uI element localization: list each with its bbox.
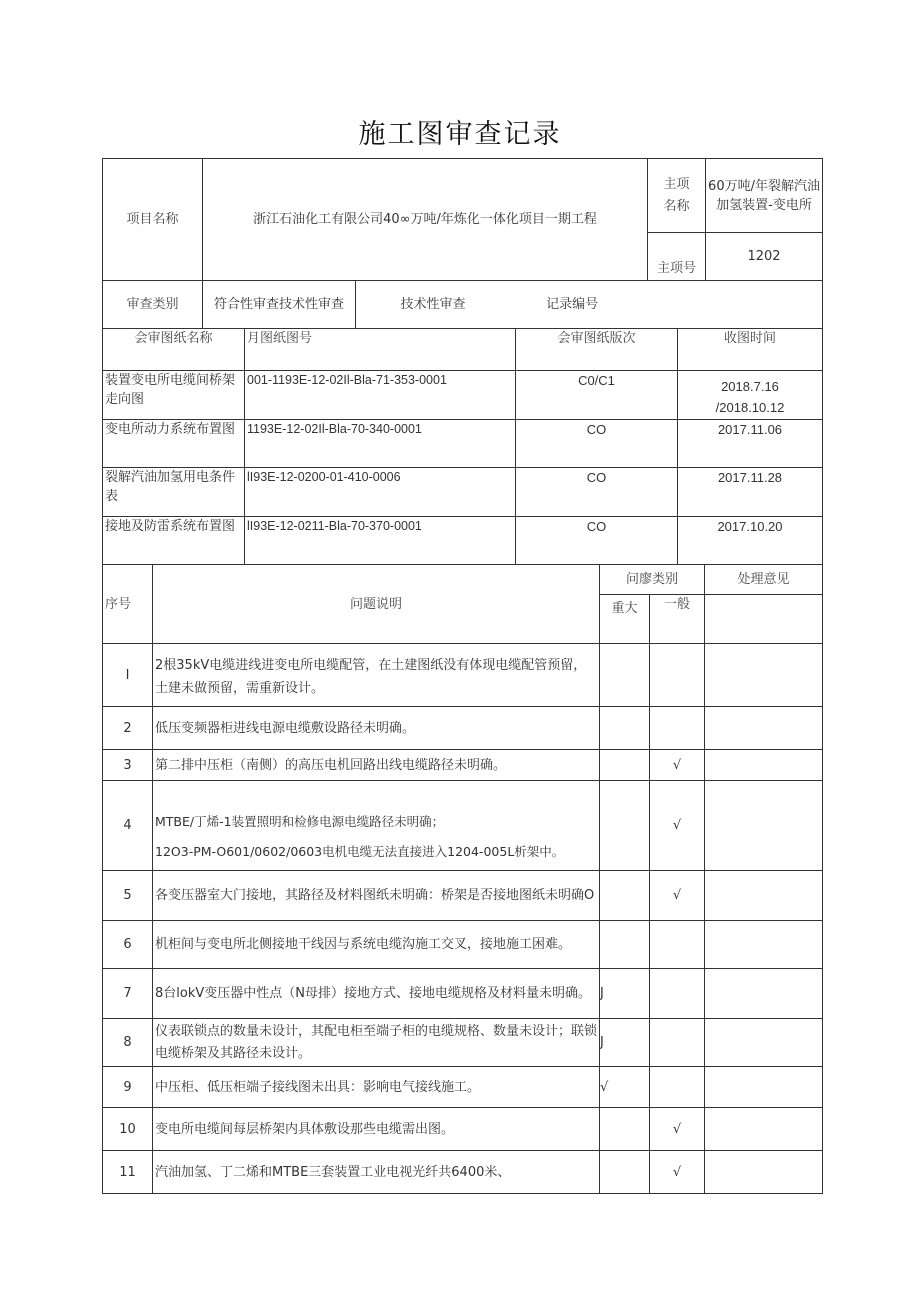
main-item-no-label: 主项号	[648, 233, 706, 281]
record-no-label: 记录编号	[546, 297, 599, 312]
issue-seq: 3	[103, 750, 153, 781]
issue-general	[650, 1019, 705, 1067]
review-type-value-2: 技术性审查	[400, 297, 466, 312]
drawings-header-name: 会审图纸名称	[103, 329, 245, 371]
page-title: 施工图审查记录	[358, 119, 562, 150]
issue-seq: 4	[103, 781, 153, 871]
issue-general: √	[650, 871, 705, 921]
issue-seq: 9	[103, 1067, 153, 1108]
issue-desc: 机柜间与变电所北侧接地干线因与系统电缆沟施工交叉，接地施工困难。	[153, 921, 600, 969]
issue-major	[600, 707, 650, 750]
issue-major: J	[600, 969, 650, 1019]
issue-seq: 5	[103, 871, 153, 921]
table-row	[103, 1019, 823, 1067]
project-name-label: 项目名称	[103, 159, 203, 281]
issue-seq: 6	[103, 921, 153, 969]
issue-handling	[705, 1108, 823, 1151]
issue-desc: 低压变频器柜进线电源电缆敷设路径未明确。	[153, 707, 600, 750]
drawing-name: 装置变电所电缆间桥架走向图	[103, 371, 245, 420]
table-row	[103, 517, 823, 565]
issue-general	[650, 707, 705, 750]
drawing-name: 裂解汽油加氢用电条件表	[103, 468, 245, 517]
issue-desc: MTBE/丁烯-1装置照明和检修电源电缆路径未明确； 12O3-PM-O601/0602/0603电机电缆无法直接进入1204-005L析架中。	[153, 781, 600, 871]
drawing-number: lI93E-12-0200-01-410-0006	[245, 468, 516, 517]
table-row	[103, 750, 823, 781]
drawing-version: CO	[516, 420, 678, 468]
project-name-value: 浙江石油化工有限公司40∞万吨/年炼化一体化项目一期工程	[203, 159, 648, 281]
issue-general: √	[650, 781, 705, 871]
issue-desc: 仪表联锁点的数量未设计，其配电柜至端子柜的电缆规格、数量未设计；联锁电缆桥架及其路径未设计。	[153, 1019, 600, 1067]
review-type-label: 审查类别	[103, 281, 203, 329]
table-row	[103, 969, 823, 1019]
issue-major	[600, 1151, 650, 1194]
drawings-header-date: 收图时间	[678, 329, 823, 371]
drawing-date: 2017.10.20	[678, 517, 823, 565]
drawings-header-version: 会审图纸版次	[516, 329, 678, 371]
issue-major: J	[600, 1019, 650, 1067]
drawing-version: CO	[516, 468, 678, 517]
issue-handling	[705, 969, 823, 1019]
issue-desc: 2根35kV电缆进线进变电所电缆配管，在土建图纸没有体现电缆配管预留，土建未做预留，需重新设计。	[153, 644, 600, 707]
table-row	[103, 1151, 823, 1194]
handling-empty	[705, 595, 823, 644]
issues-header-desc: 问题说明	[153, 565, 600, 644]
main-item-name-label: 主项 名称	[648, 159, 706, 233]
table-row	[103, 781, 823, 871]
issue-major	[600, 1108, 650, 1151]
issue-handling	[705, 707, 823, 750]
drawing-date: 2017.11.06	[678, 420, 823, 468]
table-row	[103, 1108, 823, 1151]
issue-desc: 8台lokV变压器中性点（N母排）接地方式、接地电缆规格及材料量未明确。	[153, 969, 600, 1019]
drawing-name: 接地及防雷系统布置图	[103, 517, 245, 565]
issue-desc: 第二排中压柜（南侧）的高压电机回路出线电缆路径未明确。	[153, 750, 600, 781]
issue-seq: 11	[103, 1151, 153, 1194]
issue-desc: 中压柜、低压柜端子接线图未出具：影响电气接线施工。	[153, 1067, 600, 1108]
issue-major	[600, 921, 650, 969]
review-type-value-1: 符合性审查技术性审查	[203, 281, 356, 329]
issue-handling	[705, 644, 823, 707]
issue-seq: 7	[103, 969, 153, 1019]
issue-major	[600, 750, 650, 781]
issue-seq: I	[103, 644, 153, 707]
header-table	[102, 158, 823, 329]
issues-header-seq: 序号	[103, 565, 153, 644]
table-row	[103, 1067, 823, 1108]
issue-handling	[705, 921, 823, 969]
issue-handling	[705, 1067, 823, 1108]
drawing-version: CO	[516, 517, 678, 565]
table-row	[103, 371, 823, 420]
issue-desc: 变电所电缆间每层桥架内具体敷设那些电缆需出图。	[153, 1108, 600, 1151]
issue-general: √	[650, 750, 705, 781]
main-item-no-value: 1202	[706, 233, 823, 281]
drawing-number: lI93E-12-0211-Bla-70-370-0001	[245, 517, 516, 565]
table-row	[103, 871, 823, 921]
issue-handling	[705, 781, 823, 871]
table-row	[103, 468, 823, 517]
issue-desc: 各变压器室大门接地，其路径及材料图纸未明确：桥架是否接地图纸未明确O	[153, 871, 600, 921]
main-item-name-value: 60万吨/年裂解汽油加氢装置-变电所	[706, 159, 823, 233]
table-row	[103, 707, 823, 750]
drawing-number: 1193E-12-02Il-Bla-70-340-0001	[245, 420, 516, 468]
issue-major	[600, 781, 650, 871]
issues-table	[102, 564, 823, 1194]
drawing-version: C0/C1	[516, 371, 678, 420]
issue-handling	[705, 871, 823, 921]
table-row	[103, 921, 823, 969]
issues-header-major: 重大	[600, 595, 650, 644]
issues-header-category: 问廖类别	[600, 565, 705, 595]
issue-seq: 10	[103, 1108, 153, 1151]
drawing-number: 001-1193E-12-02Il-Bla-71-353-0001	[245, 371, 516, 420]
table-row	[103, 644, 823, 707]
issue-general	[650, 921, 705, 969]
drawings-table	[102, 328, 823, 565]
record-no-value	[648, 281, 823, 329]
issue-seq: 2	[103, 707, 153, 750]
issue-handling	[705, 750, 823, 781]
drawing-date: 2017.11.28	[678, 468, 823, 517]
issue-handling	[705, 1019, 823, 1067]
table-row	[103, 420, 823, 468]
issue-general: √	[650, 1151, 705, 1194]
issue-general	[650, 644, 705, 707]
issue-major: √	[600, 1067, 650, 1108]
drawing-name: 变电所动力系统布置图	[103, 420, 245, 468]
issue-desc: 汽油加氢、丁二烯和MTBE三套装置工业电视光纤共6400米、	[153, 1151, 600, 1194]
drawing-date: 2018.7.16 /2018.10.12	[678, 371, 823, 420]
issues-header-general: 一般	[650, 595, 705, 644]
issue-major	[600, 644, 650, 707]
drawings-header-number: 月图纸图号	[245, 329, 516, 371]
issue-general	[650, 969, 705, 1019]
issues-header-handling: 处理意见	[705, 565, 823, 595]
issue-handling	[705, 1151, 823, 1194]
issue-general	[650, 1067, 705, 1108]
issue-seq: 8	[103, 1019, 153, 1067]
issue-major	[600, 871, 650, 921]
issue-general: √	[650, 1108, 705, 1151]
